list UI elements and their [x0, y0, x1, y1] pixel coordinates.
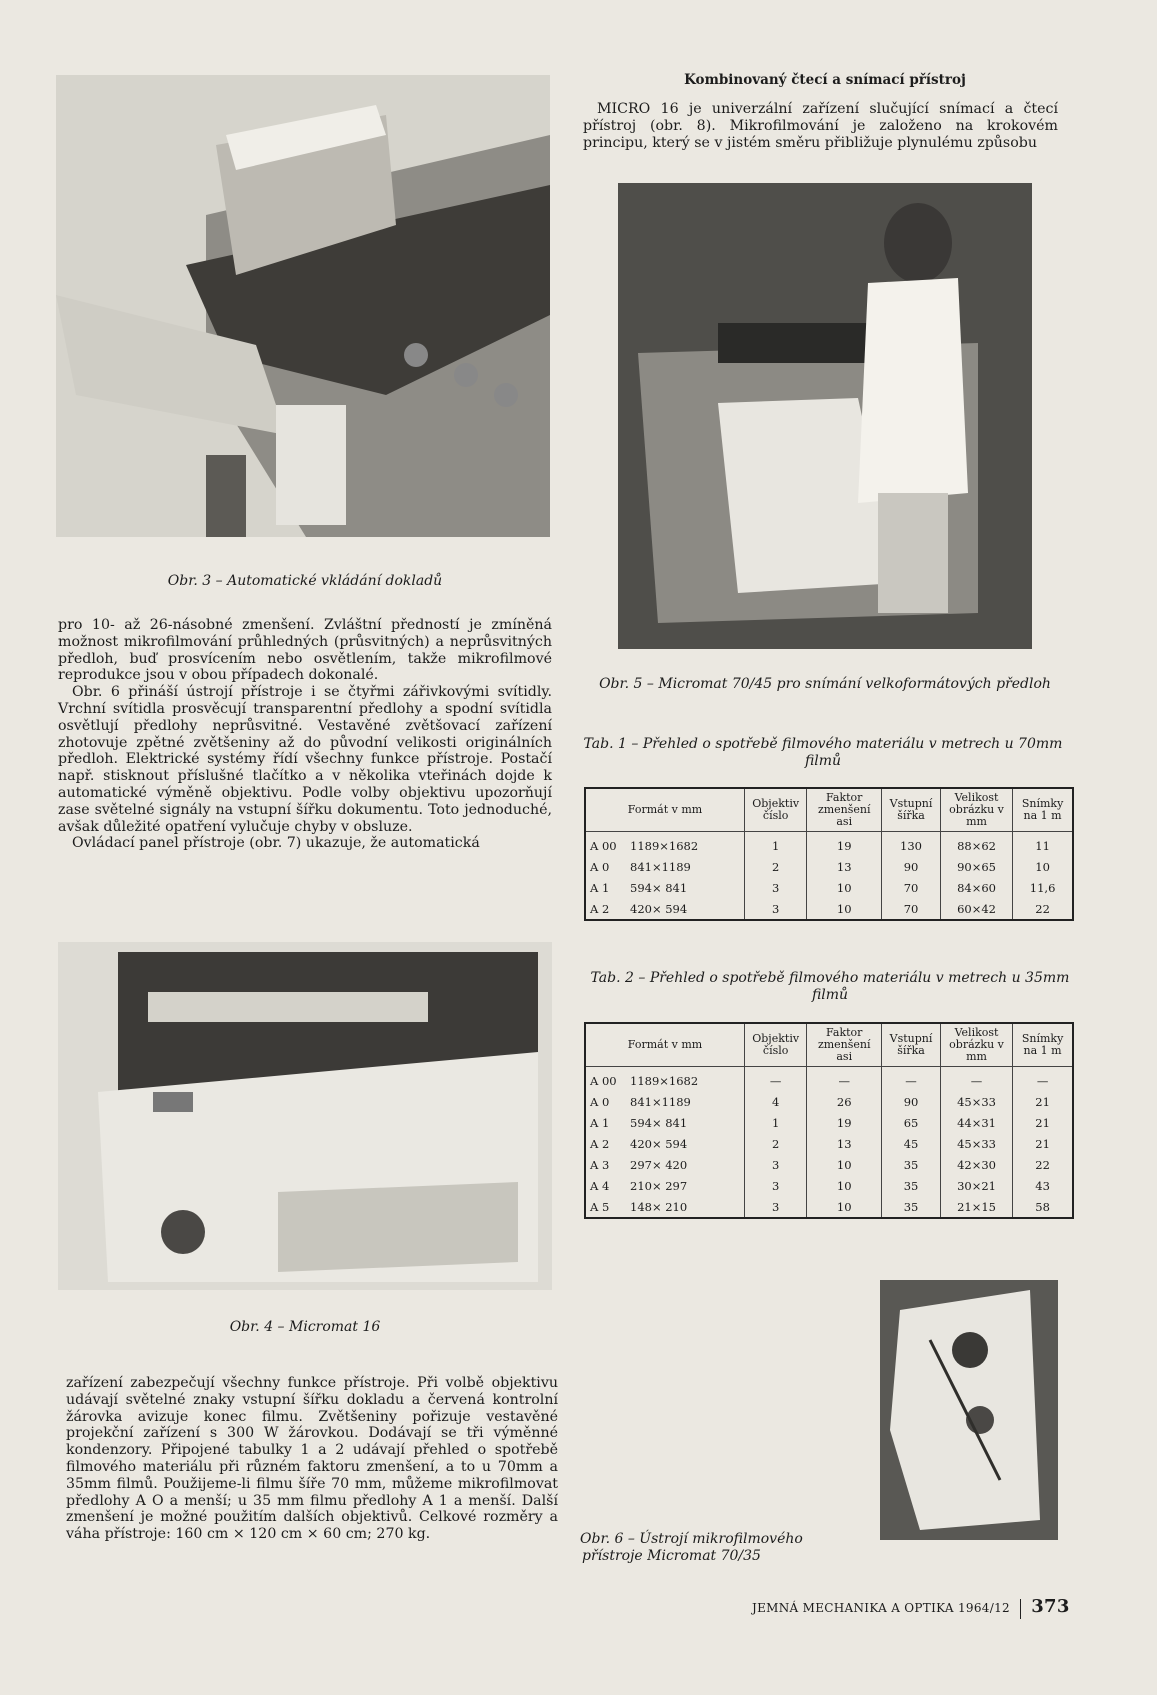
table-row	[585, 1175, 1073, 1196]
table-row	[585, 898, 1073, 920]
table-cell: 90	[882, 1091, 941, 1112]
paragraph-2: Obr. 6 přináší ústrojí přístroje i se čtyřmi zářivkovými svítidly. Vrchní svítidla prosvěcují transparentní předlohy a spodní svítidla osvětlují předlohy neprůsvitné. Vestavěné zvětšovací zařízení zhotovuje zpětné zvětšeniny až do původní velikosti originálních předloh. Elektrické systémy řídí všechny funkce přístroje. Postačí např. stisknout příslušné tlačítko a v několika vteřinách dojde k automatické výměně objektivu. Podle volby objektivu upozorňují zase světelné signály na vstupní šířku dokumentu. Toto jednoduché, avšak důležité opatření vylučuje chyby v obsluze.	[58, 684, 552, 835]
cell-format-size: 1189×1682	[630, 1073, 699, 1088]
table-cell: 2	[745, 856, 807, 877]
table-2	[584, 1022, 1074, 1219]
cell-format-code: A 2	[590, 1136, 610, 1151]
table-cell: 4	[745, 1091, 807, 1112]
table-cell: 70	[882, 877, 941, 898]
table-cell: 10	[807, 898, 882, 920]
caption-obr3: Obr. 3 – Automatické vkládání dokladů	[167, 573, 443, 589]
cell-format-size: 297× 420	[630, 1157, 688, 1172]
table-cell: 21	[1013, 1091, 1073, 1112]
caption-obr4: Obr. 4 – Micromat 16	[229, 1319, 381, 1335]
body-text-column-1	[58, 617, 552, 852]
col-image-size: Velikost obrázku v mm	[940, 1023, 1012, 1067]
photo-micromat-70-45	[618, 183, 1032, 649]
table-cell: 88×62	[940, 832, 1012, 857]
table-row	[585, 1067, 1073, 1092]
cell-format-code: A 5	[590, 1199, 610, 1214]
table-cell: 130	[882, 832, 941, 857]
table-row	[585, 877, 1073, 898]
caption-obr5: Obr. 5 – Micromat 70/45 pro snímání velkoformátových předloh	[599, 676, 1051, 692]
table-row	[585, 1091, 1073, 1112]
table-cell: 1	[745, 832, 807, 857]
page-footer	[752, 1596, 1082, 1619]
table-cell: 35	[882, 1196, 941, 1218]
cell-format-size: 1189×1682	[630, 838, 699, 853]
cell-format	[585, 898, 745, 920]
caption-obr6-line1: Obr. 6 – Ústrojí mikrofilmového	[580, 1531, 803, 1547]
photo-micromat-16	[58, 942, 552, 1290]
table-cell: 3	[745, 1175, 807, 1196]
cell-format-code: A 00	[590, 838, 617, 853]
table-cell: 22	[1013, 1154, 1073, 1175]
table-row	[585, 832, 1073, 857]
table-cell: 35	[882, 1154, 941, 1175]
col-width: Vstupní šířka	[882, 788, 941, 832]
paragraph-4: zařízení zabezpečují všechny funkce přístroje. Při volbě objektivu udávají světelné znaky vstupní šířku dokladu a červená kontrolní žárovka avizuje konec filmu. Zvětšeniny pořizuje vestavěné projekční zařízení s 300 W žárovkou. Dodávají se tři výměnné kondenzory. Připojené tabulky 1 a 2 udávají přehled o spotřebě filmového materiálu při různém faktoru zmenšení, a to u 70mm a 35mm filmů. Použijeme-li filmu šíře 70 mm, můžeme mikrofilmovat předlohy A O a menší; u 35 mm filmu předlohy A 1 a menší. Další zmenšení je možné použitím dalších objektivů. Celkové rozměry a váha přístroje: 160 cm × 120 cm × 60 cm; 270 kg.	[66, 1375, 558, 1543]
cell-format	[585, 1067, 745, 1092]
cell-format-code: A 4	[590, 1178, 610, 1193]
caption-obr6-line2: přístroje Micromat 70/35	[582, 1548, 761, 1564]
cell-format-code: A 0	[590, 1094, 610, 1109]
col-frames: Snímky na 1 m	[1013, 1023, 1073, 1067]
paragraph-1: pro 10- až 26-násobné zmenšení. Zvláštní předností je zmíněná možnost mikrofilmování průhledných (průsvitných) a neprůsvitných předloh, buď prosvícením nebo osvětlením, takže mikrofilmové reprodukce jsou v obou případech dokonalé.	[58, 617, 552, 684]
cell-format-code: A 00	[590, 1073, 617, 1088]
table-cell: 2	[745, 1133, 807, 1154]
photo-automatic-document-feeder	[56, 75, 550, 537]
table-cell: 13	[807, 856, 882, 877]
table-cell: —	[745, 1067, 807, 1092]
table-cell: 21	[1013, 1133, 1073, 1154]
cell-format	[585, 1175, 745, 1196]
cell-format-size: 148× 210	[630, 1199, 688, 1214]
table-cell: 3	[745, 877, 807, 898]
table-cell: 10	[807, 1154, 882, 1175]
table-1-title: Tab. 1 – Přehled o spotřebě filmového materiálu v metrech u 70mm filmů	[583, 736, 1063, 769]
table-row	[585, 1112, 1073, 1133]
photo-micromat-70-35-mechanism	[880, 1280, 1058, 1540]
table-cell: 43	[1013, 1175, 1073, 1196]
cell-format-size: 420× 594	[630, 901, 688, 916]
table-cell: —	[882, 1067, 941, 1092]
table-cell: 30×21	[940, 1175, 1012, 1196]
table-row	[585, 1133, 1073, 1154]
table-cell: 11,6	[1013, 877, 1073, 898]
cell-format-size: 420× 594	[630, 1136, 688, 1151]
cell-format-code: A 1	[590, 880, 610, 895]
cell-format	[585, 1154, 745, 1175]
col-image-size: Velikost obrázku v mm	[940, 788, 1012, 832]
table-cell: 21	[1013, 1112, 1073, 1133]
table-cell: 26	[807, 1091, 882, 1112]
cell-format-size: 210× 297	[630, 1178, 688, 1193]
table-cell: 1	[745, 1112, 807, 1133]
cell-format-code: A 2	[590, 901, 610, 916]
caption-obr6	[580, 1531, 870, 1565]
table-row	[585, 856, 1073, 877]
col-frames: Snímky na 1 m	[1013, 788, 1073, 832]
col-lens: Objektiv číslo	[745, 788, 807, 832]
cell-format	[585, 877, 745, 898]
paragraph-3: Ovládací panel přístroje (obr. 7) ukazuje, že automatická	[72, 835, 480, 852]
intro-paragraph	[583, 101, 1058, 151]
table-cell: 10	[1013, 856, 1073, 877]
cell-format-size: 841×1189	[630, 859, 691, 874]
table-cell: 65	[882, 1112, 941, 1133]
cell-format	[585, 1133, 745, 1154]
table-cell: —	[807, 1067, 882, 1092]
table-cell: 13	[807, 1133, 882, 1154]
table-cell: 45×33	[940, 1091, 1012, 1112]
col-factor: Faktor zmenšení asi	[807, 788, 882, 832]
footer-divider	[1020, 1599, 1021, 1619]
table-cell: —	[1013, 1067, 1073, 1092]
cell-format	[585, 1196, 745, 1218]
table-cell: 42×30	[940, 1154, 1012, 1175]
cell-format-size: 841×1189	[630, 1094, 691, 1109]
table-cell: 90	[882, 856, 941, 877]
table-cell: 3	[745, 1196, 807, 1218]
table-cell: 84×60	[940, 877, 1012, 898]
table-cell: 35	[882, 1175, 941, 1196]
col-format: Formát v mm	[585, 788, 745, 832]
cell-format-size: 594× 841	[630, 880, 688, 895]
table-cell: 3	[745, 1154, 807, 1175]
table-cell: 19	[807, 1112, 882, 1133]
cell-format	[585, 1091, 745, 1112]
table-1	[584, 787, 1074, 921]
col-lens: Objektiv číslo	[745, 1023, 807, 1067]
table-row	[585, 1196, 1073, 1218]
intro-text: MICRO 16 je univerzální zařízení slučující snímací a čtecí přístroj (obr. 8). Mikrofilmování je založeno na krokovém principu, který se v jistém směru přibližuje plynulému způsobu	[583, 101, 1058, 151]
table-cell: 45×33	[940, 1133, 1012, 1154]
table-cell: 10	[807, 877, 882, 898]
cell-format	[585, 1112, 745, 1133]
table-cell: 3	[745, 898, 807, 920]
cell-format-code: A 3	[590, 1157, 610, 1172]
table-cell: —	[940, 1067, 1012, 1092]
table-cell: 44×31	[940, 1112, 1012, 1133]
table-cell: 10	[807, 1196, 882, 1218]
col-format: Formát v mm	[585, 1023, 745, 1067]
section-heading: Kombinovaný čtecí a snímací přístroj	[684, 72, 966, 88]
table-cell: 45	[882, 1133, 941, 1154]
table-cell: 19	[807, 832, 882, 857]
page-number: 373	[1031, 1596, 1070, 1617]
col-width: Vstupní šířka	[882, 1023, 941, 1067]
body-text-column-1-bottom	[66, 1375, 558, 1543]
cell-format-code: A 1	[590, 1115, 610, 1130]
col-factor: Faktor zmenšení asi	[807, 1023, 882, 1067]
table-cell: 22	[1013, 898, 1073, 920]
journal-name: JEMNÁ MECHANIKA A OPTIKA 1964/12	[752, 1601, 1010, 1615]
table-cell: 90×65	[940, 856, 1012, 877]
cell-format-size: 594× 841	[630, 1115, 688, 1130]
cell-format	[585, 856, 745, 877]
table-cell: 21×15	[940, 1196, 1012, 1218]
table-cell: 58	[1013, 1196, 1073, 1218]
cell-format-code: A 0	[590, 859, 610, 874]
table-2-title: Tab. 2 – Přehled o spotřebě filmového materiálu v metrech u 35mm filmů	[590, 970, 1070, 1003]
table-cell: 11	[1013, 832, 1073, 857]
table-cell: 60×42	[940, 898, 1012, 920]
table-row	[585, 1154, 1073, 1175]
table-cell: 10	[807, 1175, 882, 1196]
cell-format	[585, 832, 745, 857]
table-cell: 70	[882, 898, 941, 920]
